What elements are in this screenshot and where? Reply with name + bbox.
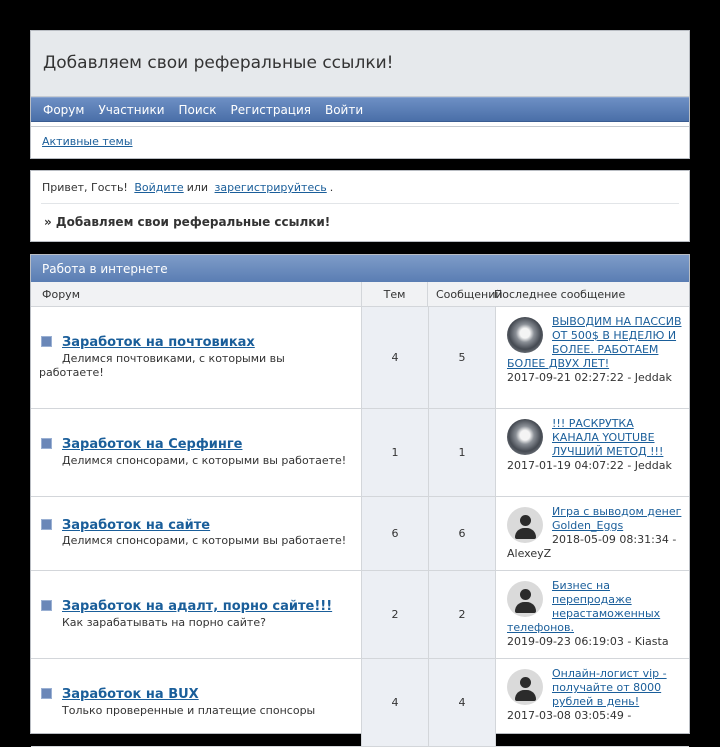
forum-icon xyxy=(41,688,52,699)
nav-search[interactable]: Поиск xyxy=(178,102,217,117)
table-row xyxy=(31,497,689,571)
last-post-cell xyxy=(496,307,689,408)
topics-count: 4 xyxy=(362,307,429,408)
topics-count: 2 xyxy=(362,571,429,658)
register-link[interactable]: зарегистрируйтесь xyxy=(214,181,327,194)
last-post-link[interactable]: !!! РАСКРУТКА КАНАЛА YOUTUBE ЛУЧШИЙ МЕТОД !!! xyxy=(552,417,664,458)
forum-cell xyxy=(31,659,362,746)
forum-cell xyxy=(31,571,362,658)
forum-icon xyxy=(41,600,52,611)
last-post-meta: 2017-03-08 03:05:49 - xyxy=(507,709,632,722)
category-header: Работа в интернете xyxy=(31,255,689,282)
nav-members[interactable]: Участники xyxy=(98,102,165,117)
last-post-meta: 2017-01-19 04:07:22 - Jeddak xyxy=(507,459,672,472)
forum-title-link[interactable]: Заработок на Серфинге xyxy=(62,437,243,452)
last-post-cell xyxy=(496,659,689,746)
breadcrumb: » Добавляем свои реферальные ссылки! xyxy=(44,215,331,229)
posts-count: 1 xyxy=(429,409,496,496)
main-nav xyxy=(31,97,689,122)
last-post-link[interactable]: Игра с выводом денег Golden_Eggs xyxy=(552,505,682,532)
wolf-avatar[interactable] xyxy=(507,317,543,353)
nav-forum[interactable]: Форум xyxy=(43,102,85,117)
posts-count: 5 xyxy=(429,307,496,408)
col-topics: Тем xyxy=(362,282,428,306)
site-title: Добавляем свои реферальные ссылки! xyxy=(31,31,689,97)
forum-title-link[interactable]: Заработок на адалт, порно сайте!!! xyxy=(62,599,333,614)
greeting-text: Привет, Гость! xyxy=(42,181,128,194)
topics-count: 6 xyxy=(362,497,429,570)
login-link[interactable]: Войдите xyxy=(134,181,184,194)
forum-description: Как зарабатывать на порно сайте? xyxy=(62,616,266,629)
forum-description: Делимся спонсорами, с которыми вы работаете! xyxy=(62,454,347,467)
last-post-link[interactable]: Бизнес на перепродаже нерастаможенных телефонов. xyxy=(507,579,661,634)
forum-title-link[interactable]: Заработок на BUX xyxy=(62,687,199,702)
user-avatar[interactable] xyxy=(507,507,543,543)
user-avatar[interactable] xyxy=(507,581,543,617)
forum-cell xyxy=(31,409,362,496)
topics-count: 1 xyxy=(362,409,429,496)
posts-count: 6 xyxy=(429,497,496,570)
col-posts: Сообщений xyxy=(436,288,503,301)
last-post-cell xyxy=(496,409,689,496)
greeting xyxy=(31,171,689,203)
table-row xyxy=(31,571,689,659)
forum-icon xyxy=(41,519,52,530)
greeting-or: или xyxy=(186,181,209,194)
column-headers xyxy=(31,282,689,307)
col-forum: Форум xyxy=(31,282,362,306)
forum-title-link[interactable]: Заработок на сайте xyxy=(62,518,211,533)
last-post-meta: 2017-09-21 02:27:22 - Jeddak xyxy=(507,371,672,384)
sub-nav xyxy=(31,126,689,158)
welcome-box xyxy=(30,170,690,242)
forum-icon xyxy=(41,336,52,347)
last-post-cell xyxy=(496,497,689,570)
nav-login[interactable]: Войти xyxy=(324,102,364,117)
wolf-avatar[interactable] xyxy=(507,419,543,455)
forum-category-table xyxy=(30,254,690,734)
posts-count: 2 xyxy=(429,571,496,658)
forum-title-link[interactable]: Заработок на почтовиках xyxy=(62,335,255,350)
nav-register[interactable]: Регистрация xyxy=(230,102,311,117)
last-post-cell xyxy=(496,571,689,658)
forum-description: Только проверенные и платещие спонсоры xyxy=(62,704,316,717)
forum-icon xyxy=(41,438,52,449)
user-avatar[interactable] xyxy=(507,669,543,705)
site-header xyxy=(30,30,690,159)
active-topics-link[interactable]: Активные темы xyxy=(42,135,133,148)
forum-cell xyxy=(31,307,362,408)
forum-description: Делимся спонсорами, с которыми вы работаете! xyxy=(62,534,347,547)
posts-count: 4 xyxy=(429,659,496,746)
forum-cell xyxy=(31,497,362,570)
table-row xyxy=(31,659,689,747)
last-post-meta: 2019-09-23 06:19:03 - Kiasta xyxy=(507,635,669,648)
last-post-link[interactable]: Онлайн-логист vip - получайте от 8000 рублей в день! xyxy=(552,667,667,708)
col-last-post: Последнее сообщение xyxy=(494,288,626,301)
greeting-suffix: . xyxy=(329,181,334,194)
table-row xyxy=(31,307,689,409)
topics-count: 4 xyxy=(362,659,429,746)
table-row xyxy=(31,409,689,497)
last-post-link[interactable]: ВЫВОДИМ НА ПАССИВ ОТ 500$ В НЕДЕЛЮ И БОЛЕЕ. РАБОТАЕМ БОЛЕЕ ДВУХ ЛЕТ! xyxy=(507,315,682,370)
forum-description: Делимся почтовиками, с которыми вы работаете! xyxy=(39,352,285,379)
last-post-meta: 2018-05-09 08:31:34 - AlexeyZ xyxy=(507,533,677,560)
